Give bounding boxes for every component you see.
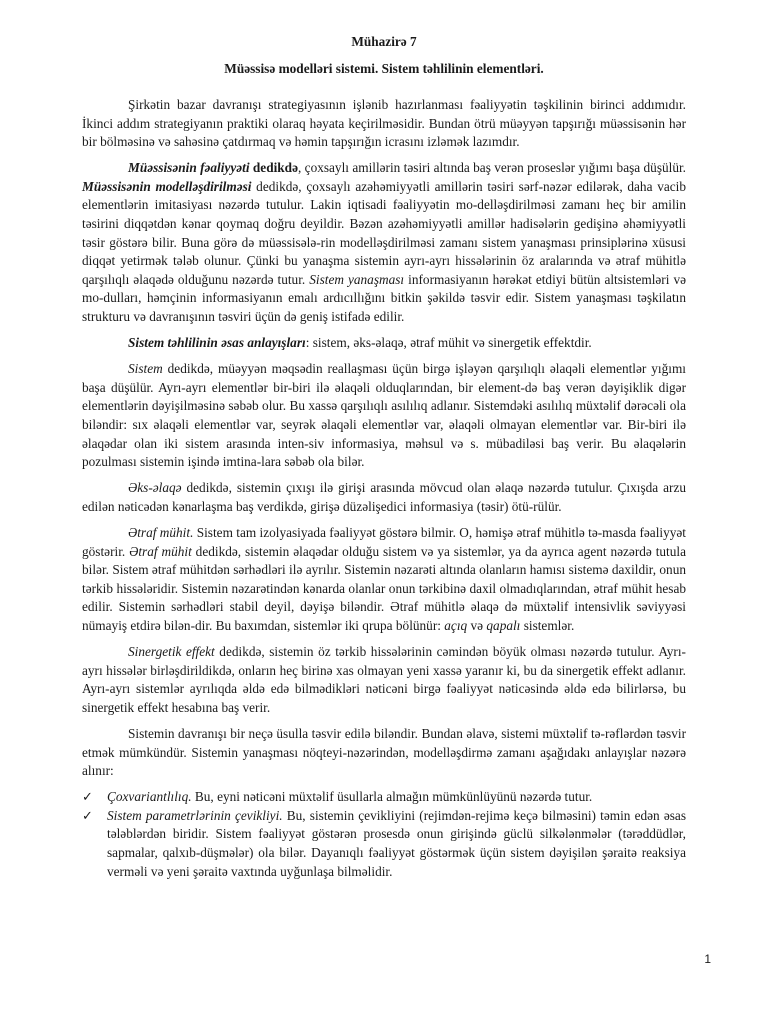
paragraph-text: dedikdə, çoxsaylı azəhəmiyyətli amillərin təsiri sərf-nəzər edilərək, daha vacib elementlərin imitasiyası nəzərdə tutulur. Lakin iqtisadi fəaliyyətin mo-delləşdirilməsi zamanı heç bir amilin təsirini diqqətdən kənar qoymaq doğru deyildir. Bəzən azəhəmiyyətli amillər hadisələrin gedişinə əhəmiyyətli təsir göstərə bilir. Buna görə də müəssisələ-rin modelləşdirilməsi zamanı sistem yanaşması prinsiplərinə xüsusi diqqət yetirmək tələb olunur. Çünki bu yanaşma sistemin ayrı-ayrı hissələrinin öz aralarında və ətraf mühitlə qarşılıqlı əlaqədə olduğunu nəzərdə tutur. <box>82 178 686 287</box>
page-title: Müəssisə modelləri sistemi. Sistem təhlilinin elementləri. <box>224 61 544 76</box>
term-basic-concepts: Sistem təhlilinin əsas anlayışları <box>128 335 306 351</box>
check-icon: ✓ <box>82 807 93 823</box>
list-item-term: Sistem parametrlərinin çevikliyi. <box>107 807 283 823</box>
term-system-approach: Sistem yanaşması <box>309 271 405 287</box>
paragraph-basic-concepts <box>82 334 686 353</box>
paragraph-environment <box>82 524 686 636</box>
paragraph-strategy: Şirkətin bazar davranışı strategiyasının işlənib hazırlanması fəaliyyətin təşkilinin birinci addımıdır. İkinci addım strategiyanın praktiki olaraq həyata keçirilməsidir. Bundan ötrü müəyyən tapşırığı müəssisənin hər bir bölməsinə və sahəsinə çatdırmaq və həmin tapşırığın icrasını izləmək lazımdır. <box>82 97 686 150</box>
list-item-text: Bu, eyni nəticəni müxtəlif üsullarla almağın mümkünlüyünü nəzərdə tutur. <box>191 789 593 805</box>
paragraph-text: dedikdə, sistemin öz tərkib hissələrinin cəmindən böyük olması nəzərdə tutulur. Ayrı-ayrı hissələr birləşdirildikdə, onların heç birinə xas olmayan yeni xassə yaranır ki, bu da sinergetik effekt adlanır. Ayrı-ayrı sistemlər ayrılıqda əldə edə bilmədikləri nəticəni birgə fəaliyyət nəticəsində əldə edə bilirlərsə, bu sinergetik effekt hesabına baş verir. <box>82 644 686 715</box>
paragraph-system-behaviour: Sistemin davranışı bir neçə üsulla təsvir edilə biləndir. Bundan əlavə, sistemi müxtəlif tə-rəflərdən təsvir etmək mümkündür. Sistemin yanaşması nöqteyi-nəzərindən, modelləşdirmə zamanı aşağıdakı anlayışlar nəzərə alınır: <box>82 725 686 779</box>
list-item <box>82 807 686 881</box>
paragraph-text: dedikdə, müəyyən məqsədin reallaşması üçün birgə işləyən qarşılıqlı əlaqəli elementlər yığımı başa düşülür. Ayrı-ayrı elementlər bir-biri ilə əlaqəli olduqlarından, bir element-də baş verən dəyişiklik digər elementlərin dəyişilməsinə səbəb olur. Bu xassə qarşılıqlı asılılıq adlanır. Sistemdəki asılılıq müxtəlif dərəcəli ola biləndir: sıx əlaqəli elementlər var, seyrək əlaqəli elementlər var, əlaqəli olmayan elementlər var. Bir-biri ilə əlaqədar olan iki sistem arasında inten-siv informasiya, məhsul və s. mübadiləsi baş verir. Bu əlaqələrin pozulması sistemin işində imtina-lara səbəb ola bilər. <box>82 361 686 470</box>
paragraph-text: dedikdə, sistemin əlaqədar olduğu sistem və ya sistemlər, ya da ayrıca agent nəzərdə tutula bilər. Sistem ətraf mühitdən sərhədləri ilə ayrılır. Sistemin nəzarəti altında olanların hamısı sistemə daxildir, onun tərkib hissələridir. Sistemin nəzarətindən kənarda olanlar onun tərkibinə daxil olmadıqlarından, ətraf mühit hesab edilir. Sistemin sərhədləri stabil deyil, dəyişə biləndir. Ətraf mühitlə əlaqə də müxtəlif intensivlik səviyyəsi nümayiş etdirə bilən-dir. Bu baxımdan, sistemlər iki qrupa bölünür: <box>82 543 686 633</box>
list-item-term: Çoxvariantlılıq. <box>107 789 192 805</box>
paragraph-text: və <box>467 617 487 633</box>
term-enterprise-activity: Müəssisənin fəaliyyəti dedikdə <box>128 160 298 176</box>
list-item <box>82 788 686 807</box>
term-synergy: Sinergetik effekt <box>128 644 215 660</box>
paragraph-system <box>82 360 686 472</box>
list-item-text: Bu, sistemin çevikliyini (rejimdən-rejimə keçə bilməsini) təmin edən əsas tələblərdən biridir. Sistem fəaliyyət göstərən prosesdə onun girişində güclü silkələnmələr (tərəddüdlər, sapmalar, qalxıb-düşmələr) ola bilər. Dayanıqlı fəaliyyət göstərmək üçün sistem dəyişilən şəraitə reaksiya verməli və yeni şəraitə vaxtında uyğunlaşa bilməlidir. <box>107 807 686 879</box>
paragraph-text: sistemlər. <box>520 617 575 633</box>
paragraph-feedback <box>82 479 686 516</box>
paragraph-text: : sistem, əks-əlaqə, ətraf mühit və sinergetik effektdir. <box>305 335 592 351</box>
term-open: açıq <box>444 617 468 633</box>
checklist <box>82 788 686 881</box>
paragraph-text: informasiyanın hərəkət etdiyi bütün altsistemləri və mo-dulları, həmçinin informasiyanın emalı ardıcıllığını bitkin şəkildə təsvir edir. Sistem yanaşması təşkilatın strukturu və davranışının təsviri üçün də geniş istifadə edilir. <box>82 271 687 325</box>
check-icon: ✓ <box>82 789 93 805</box>
lecture-label: Mühazirə 7 <box>351 34 417 49</box>
term-environment-2: Ətraf mühit <box>129 543 192 559</box>
page-number: 1 <box>704 952 711 966</box>
term-feedback: Əks-əlaqə <box>128 480 182 496</box>
term-system: Sistem <box>128 361 163 377</box>
paragraph-enterprise-activity <box>82 159 686 326</box>
term-enterprise-modeling: Müəssisənin modelləşdirilməsi <box>82 178 252 194</box>
paragraph-text: Sistem tam izolyasiyada fəaliyyət göstərə bilmir. O, həmişə ətraf mühitlə tə-masda fəaliyyət göstərir. <box>82 524 686 559</box>
document-body <box>82 96 686 881</box>
term-closed: qapalı <box>486 617 521 633</box>
paragraph-text: dedikdə, sistemin çıxışı ilə girişi arasında mövcud olan əlaqə nəzərdə tutulur. Çıxışda arzu edilən nəticədən kənarlaşma baş verdikdə, girişə düzəlişedici informasiya (təsir) ötü-rülür. <box>82 480 686 514</box>
term-environment: Ətraf mühit. <box>128 524 194 540</box>
paragraph-synergy <box>82 643 686 717</box>
paragraph-text: , çoxsaylı amillərin təsiri altında baş verən proseslər yığımı başa düşülür. <box>297 160 687 176</box>
